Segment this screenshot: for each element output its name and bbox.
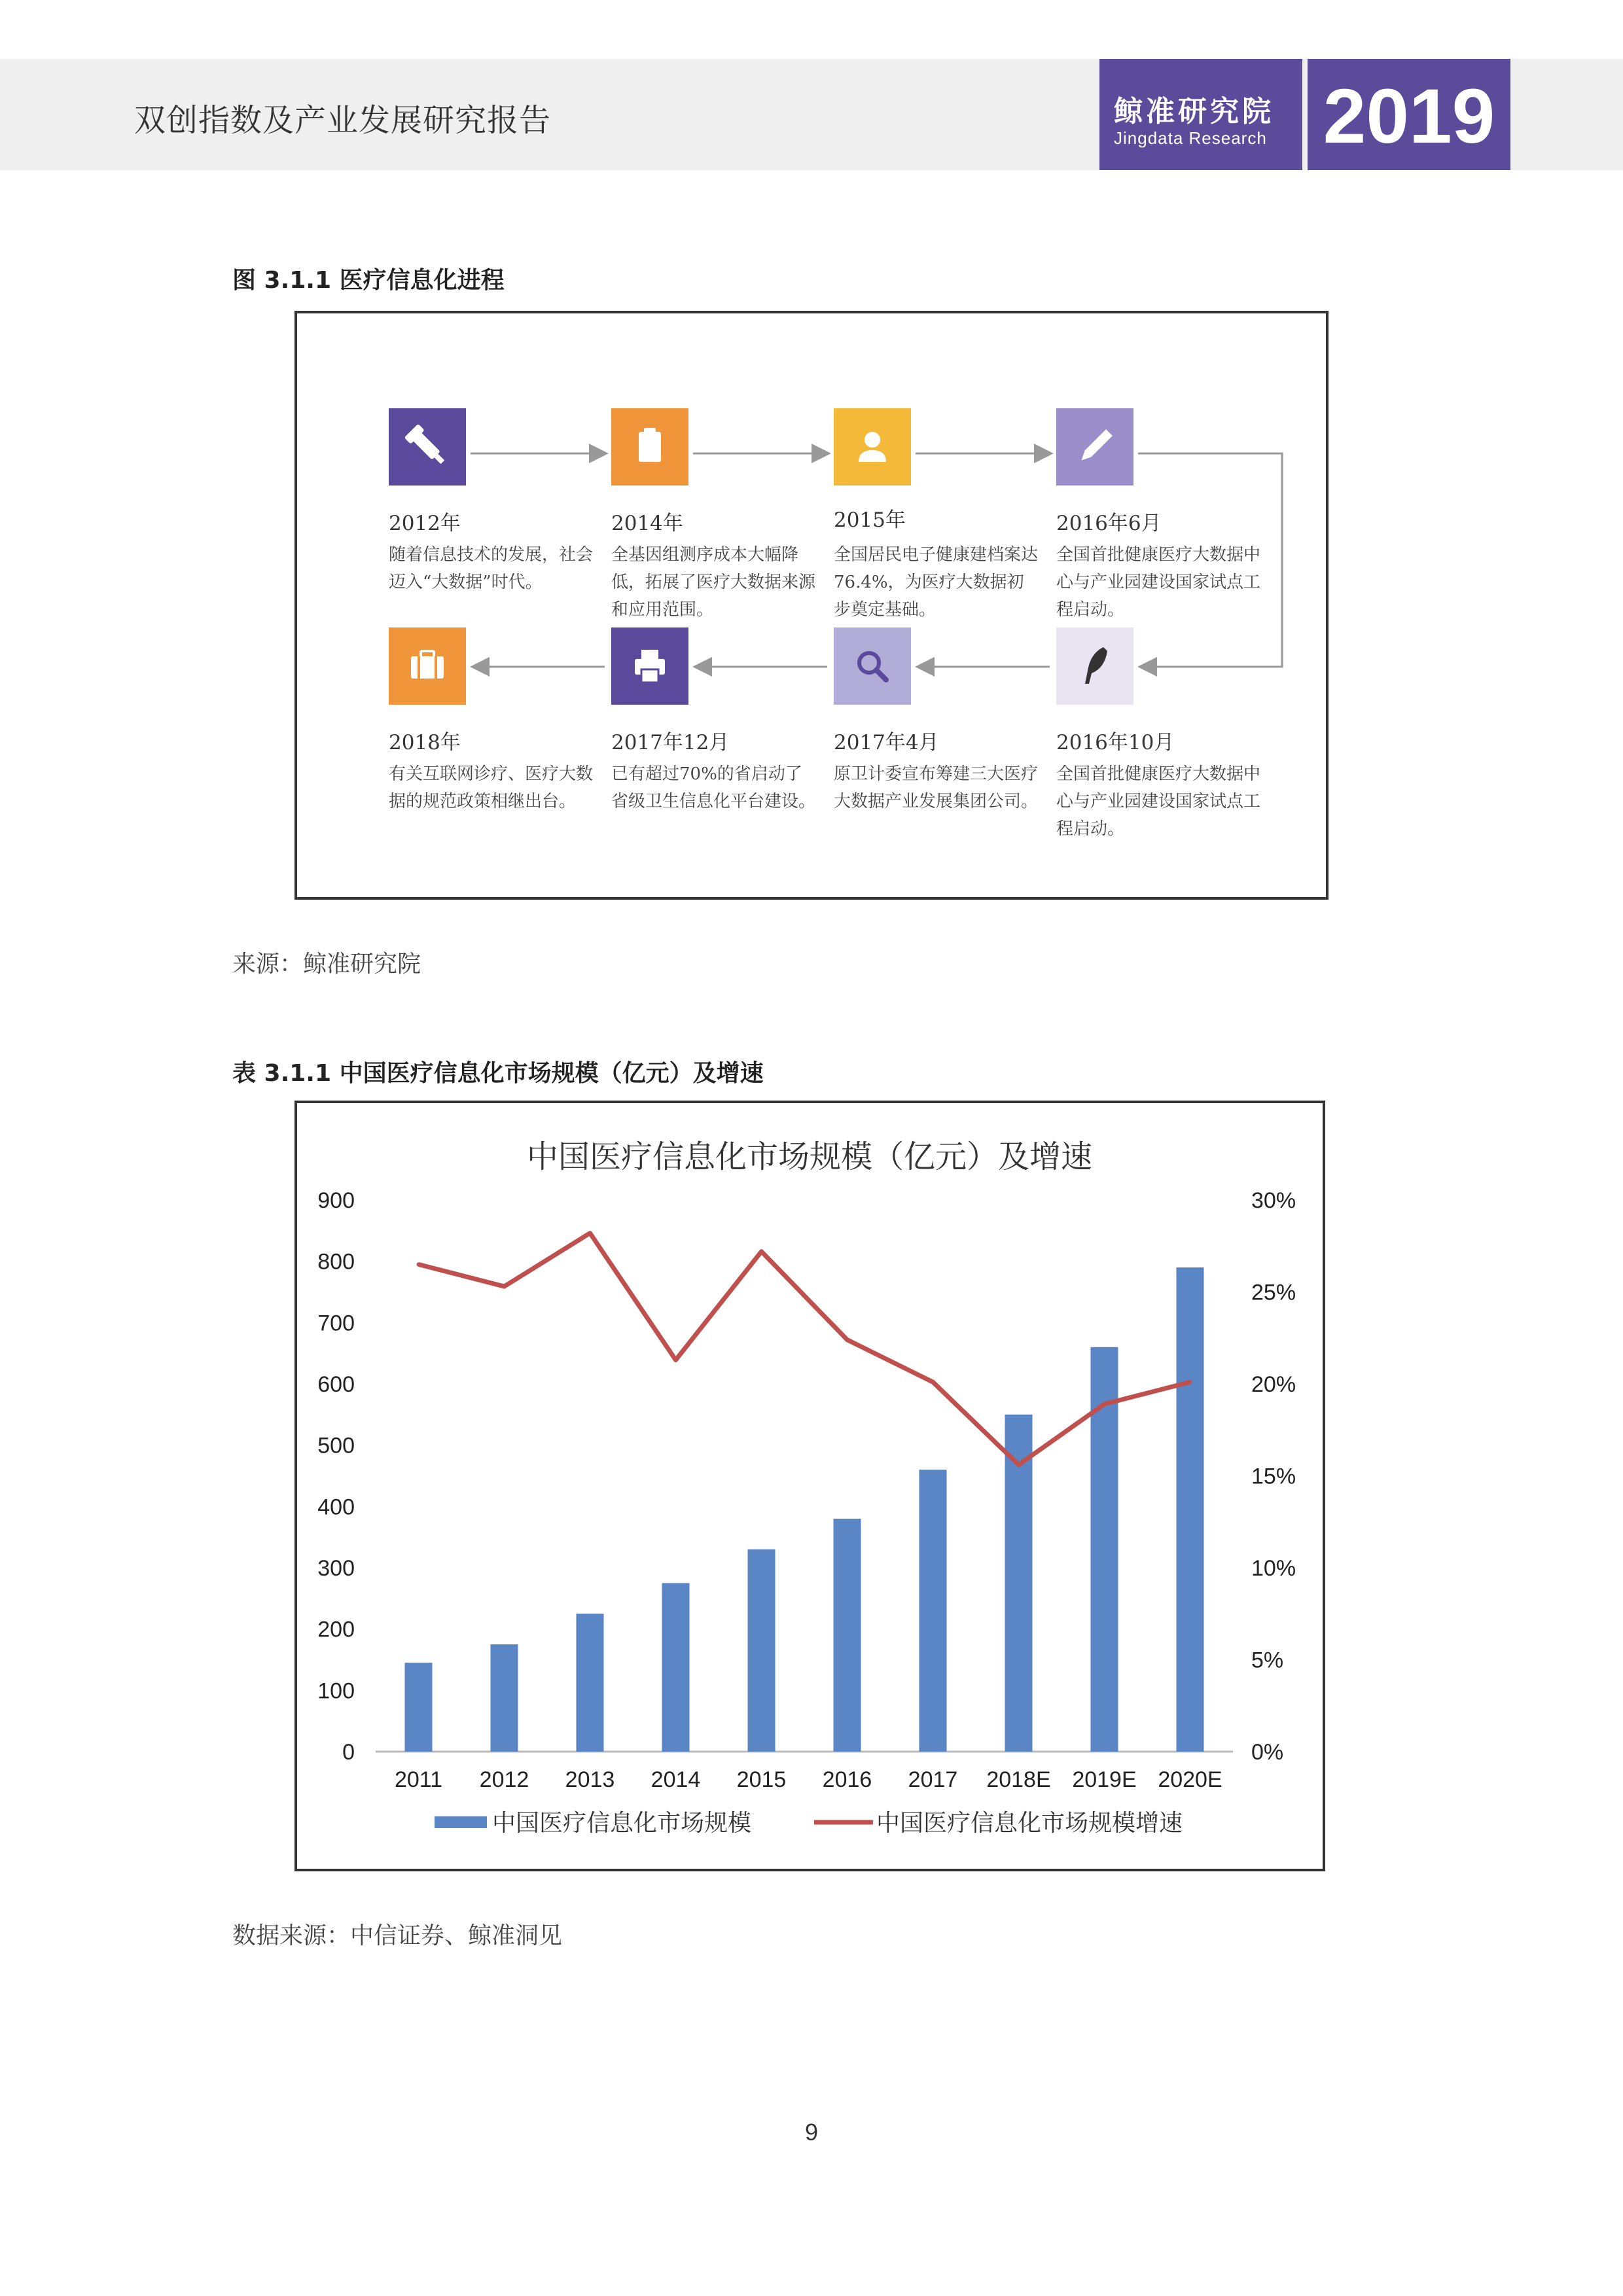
timeline-year: 2016年6月: [1056, 512, 1162, 535]
brand-name-en: Jingdata Research: [1114, 128, 1267, 148]
growth-point-2017: [931, 1380, 935, 1384]
y-right-tick-label: 25%: [1251, 1280, 1296, 1305]
x-tick-label: 2011: [394, 1767, 443, 1792]
timeline-year: 2014年: [611, 512, 683, 535]
year-text: 2019: [1323, 73, 1495, 160]
timeline-desc: 有关互联网诊疗、医疗大数据的规范政策相继出台。: [389, 764, 594, 811]
legend-bar-swatch: [435, 1816, 487, 1828]
timeline-desc: 全基因组测序成本大幅降低，拓展了医疗大数据来源和应用范围。: [611, 545, 816, 620]
timeline-desc: 全国首批健康医疗大数据中心与产业园建设国家试点工程启动。: [1056, 545, 1261, 620]
y-left-tick-label: 200: [317, 1617, 355, 1642]
growth-point-2015: [760, 1250, 764, 1254]
quill-icon: [1056, 627, 1133, 705]
bar-2020E: [1177, 1267, 1204, 1752]
printer-icon: [611, 627, 688, 705]
figure-source: 来源：鲸准研究院: [232, 951, 421, 978]
x-tick-label: 2020E: [1158, 1767, 1222, 1792]
page-number: 9: [804, 2119, 819, 2146]
briefcase-icon: [389, 627, 466, 705]
growth-line: [419, 1233, 1190, 1465]
timeline-year: 2016年10月: [1056, 731, 1175, 754]
x-tick-label: 2018E: [986, 1767, 1051, 1792]
report-title: 双创指数及产业发展研究报告: [134, 102, 552, 139]
y-right-tick-label: 20%: [1251, 1372, 1296, 1397]
year-badge: [1308, 59, 1510, 170]
search-icon: [834, 627, 911, 705]
bar-2011: [405, 1663, 433, 1752]
timeline-year: 2012年: [389, 512, 461, 535]
market-size-chart: [297, 1103, 1323, 1869]
bar-2013: [577, 1614, 604, 1752]
legend-bar-label: 中国医疗信息化市场规模: [492, 1810, 752, 1837]
brand-logo: [1099, 59, 1302, 170]
growth-point-2011: [417, 1262, 421, 1266]
timeline-year: 2015年: [834, 508, 906, 532]
table-caption: 表 3.1.1 中国医疗信息化市场规模（亿元）及增速: [232, 1060, 764, 1087]
bar-2015: [748, 1549, 776, 1752]
y-right-tick-label: 15%: [1251, 1464, 1296, 1489]
chart-frame: [294, 1101, 1325, 1871]
timeline-desc: 原卫计委宣布筹建三大医疗大数据产业发展集团公司。: [834, 764, 1039, 811]
figure-caption: 图 3.1.1 医疗信息化进程: [232, 267, 505, 294]
bar-2014: [662, 1583, 690, 1752]
y-left-tick-label: 700: [317, 1311, 355, 1336]
x-tick-label: 2014: [651, 1767, 701, 1792]
timeline-year: 2018年: [389, 731, 461, 754]
growth-point-2019E: [1103, 1402, 1107, 1406]
growth-point-2016: [846, 1338, 849, 1342]
brand-name-cn: 鲸准研究院: [1114, 95, 1274, 128]
timeline-desc: 全国首批健康医疗大数据中心与产业园建设国家试点工程启动。: [1056, 764, 1261, 839]
y-right-tick-label: 5%: [1251, 1648, 1284, 1673]
y-right-tick-label: 0%: [1251, 1740, 1284, 1765]
clipboard-icon: [611, 408, 688, 486]
flashlight-icon: [389, 408, 466, 486]
x-tick-label: 2016: [822, 1767, 872, 1792]
y-right-tick-label: 10%: [1251, 1556, 1296, 1581]
timeline-desc: 已有超过70%的省启动了省级卫生信息化平台建设。: [611, 764, 816, 811]
x-tick-label: 2019E: [1072, 1767, 1137, 1792]
y-left-tick-label: 300: [317, 1556, 355, 1581]
timeline-desc: 随着信息技术的发展，社会迈入“大数据”时代。: [389, 545, 594, 592]
y-left-tick-label: 100: [317, 1678, 355, 1704]
growth-point-2020E: [1188, 1380, 1192, 1384]
y-left-tick-label: 900: [317, 1188, 355, 1213]
growth-point-2018E: [1017, 1463, 1021, 1467]
timeline-figure: [294, 311, 1329, 900]
user-icon: [834, 408, 911, 486]
x-tick-label: 2015: [736, 1767, 787, 1792]
chart-title: 中国医疗信息化市场规模（亿元）及增速: [526, 1139, 1093, 1175]
timeline-year: 2017年12月: [611, 731, 730, 754]
x-tick-label: 2013: [565, 1767, 615, 1792]
timeline-desc: 全国居民电子健康建档案达76.4%，为医疗大数据初步奠定基础。: [834, 545, 1039, 620]
table-source: 数据来源：中信证券、鲸准洞见: [232, 1922, 563, 1949]
y-left-tick-label: 600: [317, 1372, 355, 1397]
bar-2019E: [1091, 1347, 1118, 1752]
bar-2017: [919, 1470, 947, 1752]
growth-point-2013: [588, 1231, 592, 1235]
growth-point-2014: [674, 1358, 678, 1362]
legend-line-label: 中国医疗信息化市场规模增速: [876, 1810, 1183, 1837]
y-left-tick-label: 800: [317, 1249, 355, 1275]
x-tick-label: 2017: [908, 1767, 958, 1792]
pencil-icon: [1056, 408, 1133, 486]
timeline-year: 2017年4月: [834, 731, 939, 754]
y-left-tick-label: 400: [317, 1494, 355, 1520]
growth-point-2012: [503, 1284, 507, 1288]
bar-2012: [491, 1644, 518, 1752]
y-right-tick-label: 30%: [1251, 1188, 1296, 1213]
y-left-tick-label: 500: [317, 1433, 355, 1458]
y-left-tick-label: 0: [342, 1740, 355, 1765]
bar-2016: [834, 1519, 861, 1752]
x-tick-label: 2012: [479, 1767, 529, 1792]
